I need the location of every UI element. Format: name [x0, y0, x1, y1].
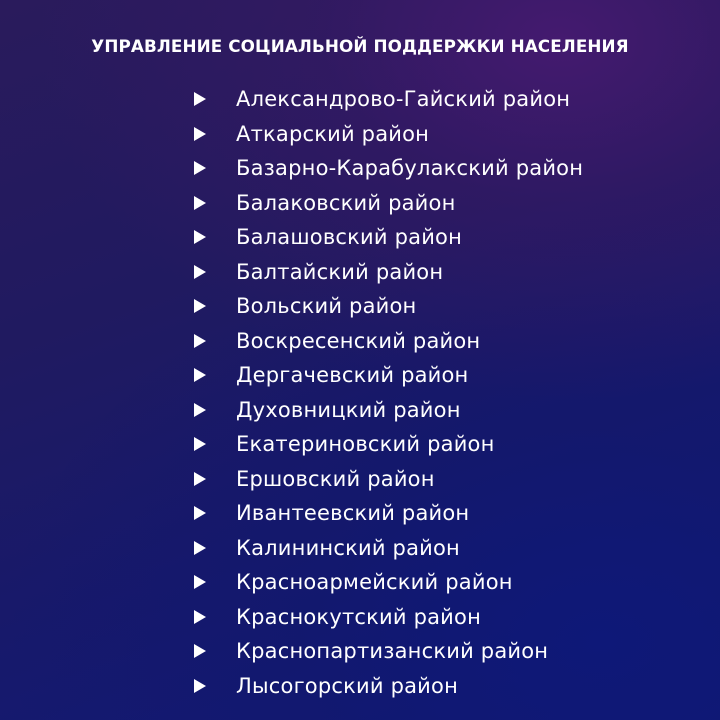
list-item	[194, 186, 583, 221]
triangle-right-icon	[194, 506, 206, 520]
list-item	[194, 427, 583, 462]
triangle-right-icon	[194, 368, 206, 382]
district-name: Ивантеевский район	[236, 501, 470, 526]
list-item	[194, 531, 583, 566]
district-name: Лысогорский район	[236, 673, 459, 698]
list-item	[194, 358, 583, 393]
triangle-right-icon	[194, 679, 206, 693]
district-name: Духовницкий район	[236, 397, 461, 422]
district-list	[194, 82, 583, 703]
list-item	[194, 462, 583, 497]
triangle-right-icon	[194, 541, 206, 555]
triangle-right-icon	[194, 334, 206, 348]
district-name: Александрово-Гайский район	[236, 87, 571, 112]
triangle-right-icon	[194, 196, 206, 210]
triangle-right-icon	[194, 644, 206, 658]
district-name: Балаковский район	[236, 190, 456, 215]
triangle-right-icon	[194, 161, 206, 175]
list-item	[194, 255, 583, 290]
district-name: Вольский район	[236, 294, 417, 319]
list-item	[194, 669, 583, 704]
district-name: Краснокутский район	[236, 604, 482, 629]
page-title: УПРАВЛЕНИЕ СОЦИАЛЬНОЙ ПОДДЕРЖКИ НАСЕЛЕНИЯ	[91, 36, 629, 56]
list-item	[194, 393, 583, 428]
triangle-right-icon	[194, 127, 206, 141]
triangle-right-icon	[194, 403, 206, 417]
triangle-right-icon	[194, 437, 206, 451]
triangle-right-icon	[194, 92, 206, 106]
list-item	[194, 117, 583, 152]
district-name: Воскресенский район	[236, 328, 481, 353]
list-item	[194, 634, 583, 669]
triangle-right-icon	[194, 472, 206, 486]
list-item	[194, 565, 583, 600]
district-name: Калининский район	[236, 535, 460, 560]
district-name: Балашовский район	[236, 225, 463, 250]
district-name: Балтайский район	[236, 259, 444, 284]
list-item	[194, 496, 583, 531]
list-item	[194, 289, 583, 324]
list-item	[194, 324, 583, 359]
triangle-right-icon	[194, 299, 206, 313]
triangle-right-icon	[194, 610, 206, 624]
district-name: Екатериновский район	[236, 432, 495, 457]
triangle-right-icon	[194, 265, 206, 279]
district-name: Красноармейский район	[236, 570, 513, 595]
triangle-right-icon	[194, 575, 206, 589]
district-name: Дергачевский район	[236, 363, 469, 388]
district-name: Аткарский район	[236, 121, 430, 146]
district-name: Краснопартизанский район	[236, 639, 549, 664]
list-item	[194, 151, 583, 186]
district-name: Ершовский район	[236, 466, 435, 491]
list-item	[194, 82, 583, 117]
list-item	[194, 600, 583, 635]
triangle-right-icon	[194, 230, 206, 244]
list-item	[194, 220, 583, 255]
district-name: Базарно-Карабулакский район	[236, 156, 584, 181]
